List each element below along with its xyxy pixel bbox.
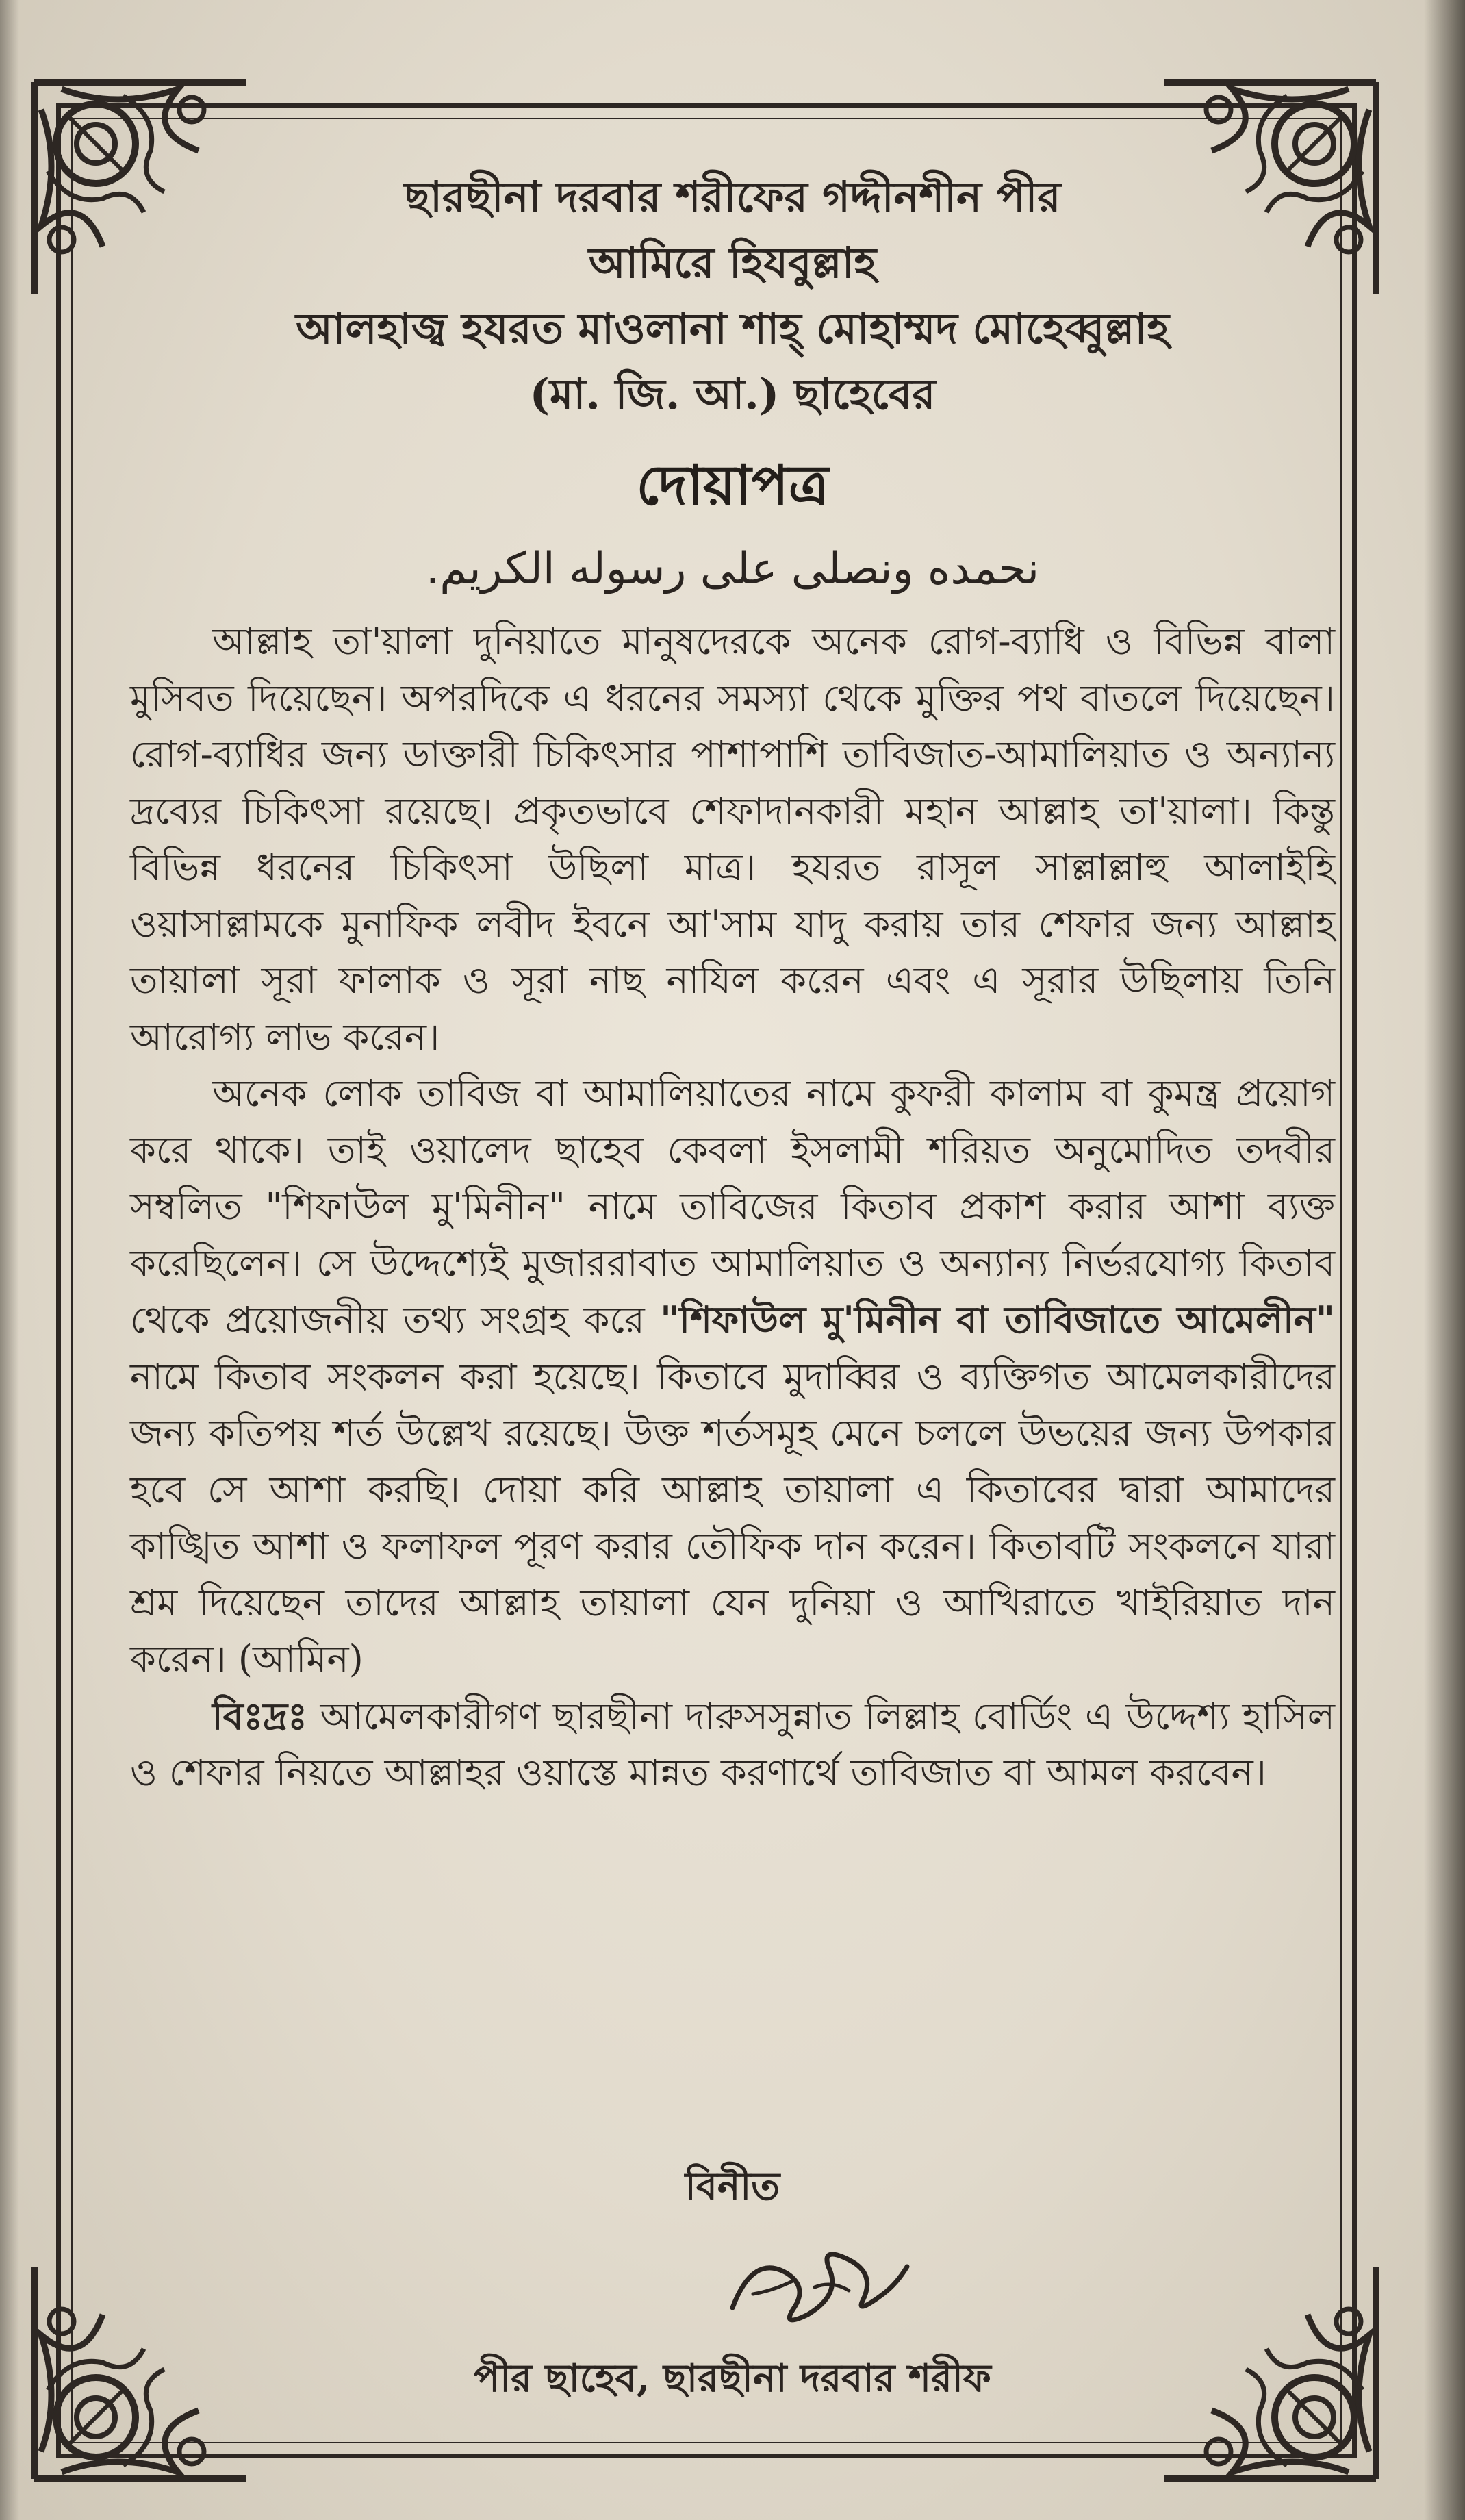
note-label: বিঃদ্রঃ [212,1693,307,1738]
scan-edge-left [0,0,19,2520]
book-title-bold: "শিফাউল মু'মিনীন বা তাবিজাতে আমেলীন" [660,1298,1335,1341]
paragraph-2-part-2: নামে কিতাব সংকলন করা হয়েছে। কিতাবে মুদাব্বির ও ব্যক্তিগত আমেলকারীদের জন্য কতিপয় শর্ত উল্লেখ রয়েছে। উক্ত শর্তসমূহ মেনে চললে উভয়ের জন্য উপকার হবে সে আশা করছি। দোয়া করি আল্লাহ তায়ালা এ কিতাবের দ্বারা আমাদের কাঙ্খিত আশা ও ফলাফল পূরণ করার তৌফিক দান করেন। কিতাবটি সংকলনে যারা শ্রম দিয়েছেন তাদের আল্লাহ তায়ালা যেন দুনিয়া ও আখিরাতে খাইরিয়াত দান করেন। (আমিন) [130,1354,1335,1680]
header-line-1: ছারছীনা দরবার শরীফের গদ্দীনশীন পীর [404,172,1061,222]
scan-edge-right [1424,0,1465,2520]
header-line-4: (মা. জি. আ.) ছাহেবের [529,369,936,419]
note-text: আমেলকারীগণ ছারছীনা দারুসসুন্নাত লিল্লাহ বোর্ডিং এ উদ্দেশ্য হাসিল ও শেফার নিয়তে আল্লাহর ওয়াস্তে মান্নত করণার্থে তাবিজাত বা আমল করবেন। [130,1694,1335,1794]
document-content [130,164,1335,1802]
signatory-title: পীর ছাহেব, ছারছীনা দরবার শরীফ [474,2356,991,2401]
note-paragraph [130,1688,1335,1802]
paragraph-2-part-1: অনেক লোক তাবিজ বা আমালিয়াতের নামে কুফরী কালাম বা কুমন্ত্র প্রয়োগ করে থাকে। তাই ওয়ালেদ ছাহেব কেবলা ইসলামী শরিয়ত অনুমোদিত তদবীর সম্বলিত "শিফাউল মু'মিনীন" নামে তাবিজের কিতাব প্রকাশ করার আশা ব্যক্ত করেছিলেন। সে উদ্দেশ্যেই মুজাররাবাত আমালিয়াত ও অন্যান্য নির্ভরযোগ্য কিতাব থেকে প্রয়োজনীয় তথ্য সংগ্রহ করে [130,1072,1335,1341]
closing-regards: বিনীত [685,2164,780,2209]
paragraph-1: আল্লাহ তা'য়ালা দুনিয়াতে মানুষদেরকে অনেক রোগ-ব্যাধি ও বিভিন্ন বালা মুসিবত দিয়েছেন। অপরদিকে এ ধরনের সমস্যা থেকে মুক্তির পথ বাতলে দিয়েছেন। রোগ-ব্যাধির জন্য ডাক্তারী চিকিৎসার পাশাপাশি তাবিজাত-আমালিয়াত ও অন্যান্য দ্রব্যের চিকিৎসা রয়েছে। প্রকৃতভাবে শেফাদানকারী মহান আল্লাহ তা'য়ালা। কিন্তু বিভিন্ন ধরনের চিকিৎসা উছিলা মাত্র। হযরত রাসূল সাল্লাল্লাহু আলাইহি ওয়াসাল্লামকে মুনাফিক লবীদ ইবনে আ'সাম যাদু করায় তার শেফার জন্য আল্লাহ তায়ালা সূরা ফালাক ও সূরা নাছ নাযিল করেন এবং এ সূরার উছিলায় তিনি আরোগ্য লাভ করেন। [130,620,1335,1059]
paragraph-2 [130,1066,1335,1688]
header-line-2: আমিরে হিযবুল্লাহ [588,238,877,288]
signature-icon [712,2226,917,2335]
arabic-invocation: نحمده ونصلى على رسوله الكريم. [425,544,1040,594]
header-line-3: আলহাজ্ব হযরত মাওলানা শাহ্ মোহাম্মদ মোহেব্বুল্লাহ [296,303,1169,353]
document-title: দোয়াপত্র [636,453,829,517]
